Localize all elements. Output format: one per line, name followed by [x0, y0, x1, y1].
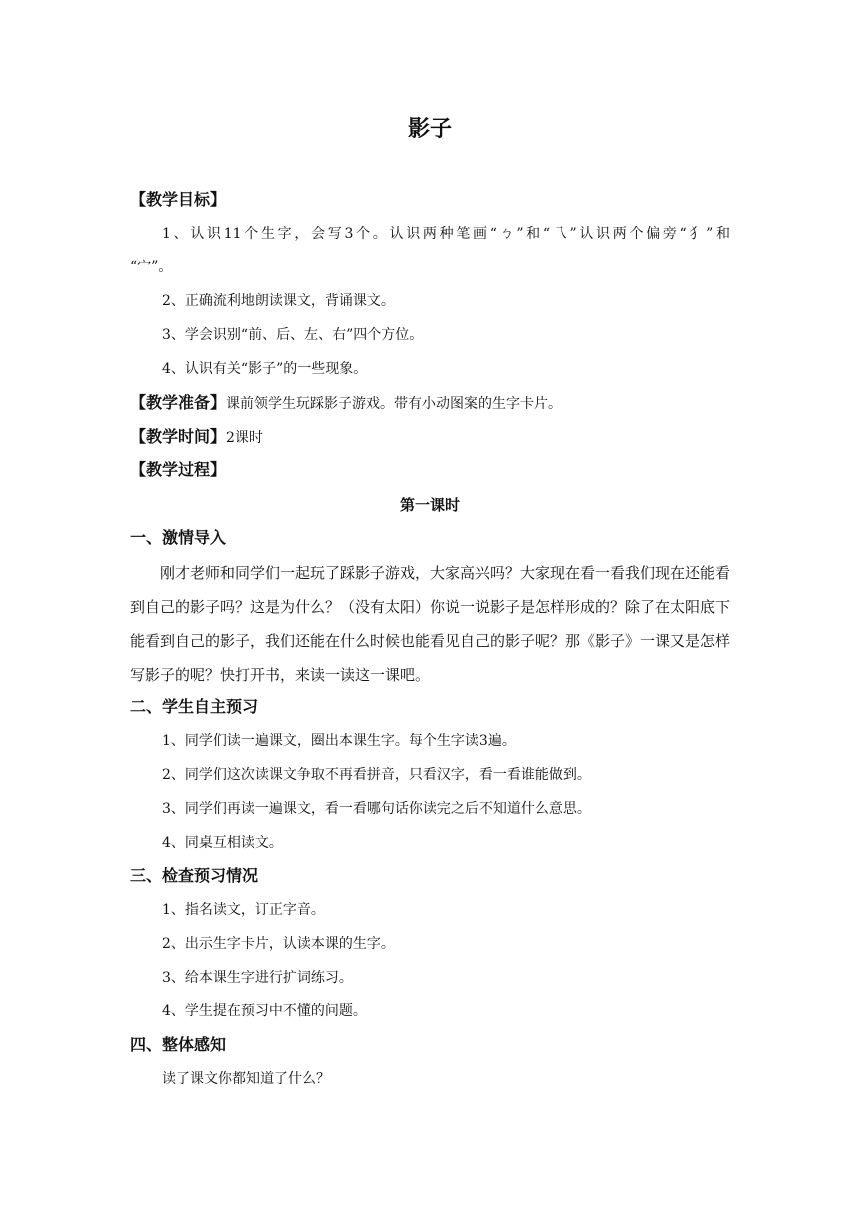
section-3-heading: 三、检查预习情况: [130, 866, 259, 885]
s2-item-4: 4、同桌互相读文。: [162, 835, 283, 851]
s2-item-2: 2、同学们这次读课文争取不再看拼音，只看汉字，看一看谁能做到。: [162, 767, 591, 783]
s3-item-4: 4、学生提在预习中不懂的问题。: [162, 1003, 367, 1019]
section-1-heading: 一、激情导入: [130, 528, 227, 547]
section-1-paragraph: 刚才老师和同学们一起玩了踩影子游戏，大家高兴吗？大家现在看一看我们现在还能看到自己的影子吗？这是为什么？（没有太阳）你说一说影子是怎样形成的？除了在太阳底下能看到自己的影子，我们还能在什么时候也能看见自己的影子呢？那《影子》一课又是怎样写影子的呢？快打开书，来读一读这一课吧。: [130, 564, 731, 684]
prep-line: [130, 393, 730, 414]
goal-item-1-cont: “宀”。: [130, 259, 173, 275]
goal-item-4: 4、认识有关“影子”的一些现象。: [162, 361, 368, 377]
prep-text: 课前领学生玩踩影子游戏。带有小动图案的生字卡片。: [226, 396, 563, 412]
s2-item-1: 1、同学们读一遍课文，圈出本课生字。每个生字读3遍。: [162, 733, 516, 749]
period-title: 第一课时: [399, 496, 460, 514]
time-text: 2课时: [226, 430, 263, 446]
s3-item-3: 3、给本课生字进行扩词练习。: [162, 970, 353, 986]
prep-heading: 【教学准备】: [130, 393, 227, 412]
goals-heading: 【教学目标】: [130, 190, 227, 209]
section-4-heading: 四、整体感知: [130, 1035, 227, 1054]
s3-item-1: 1、指名读文，订正字音。: [162, 902, 325, 918]
s2-item-3: 3、同学们再读一遍课文，看一看哪句话你读完之后不知道什么意思。: [162, 801, 591, 817]
goal-item-1: 1、认识11个生字，会写3个。认识两种笔画“ㄅ”和“乁”认识两个偏旁“犭”和: [162, 226, 730, 242]
s3-item-2: 2、出示生字卡片，认读本课的生字。: [162, 936, 395, 952]
goal-item-3: 3、学会识别“前、后、左、右”四个方位。: [162, 327, 424, 343]
time-heading: 【教学时间】: [130, 427, 227, 446]
process-heading: 【教学过程】: [130, 460, 227, 479]
section-2-heading: 二、学生自主预习: [130, 697, 259, 716]
document-title: 影子: [407, 117, 452, 142]
s4-text: 读了课文你都知道了什么？: [162, 1071, 330, 1087]
time-line: [130, 427, 730, 448]
goal-item-2: 2、正确流利地朗读课文，背诵课文。: [162, 293, 395, 309]
